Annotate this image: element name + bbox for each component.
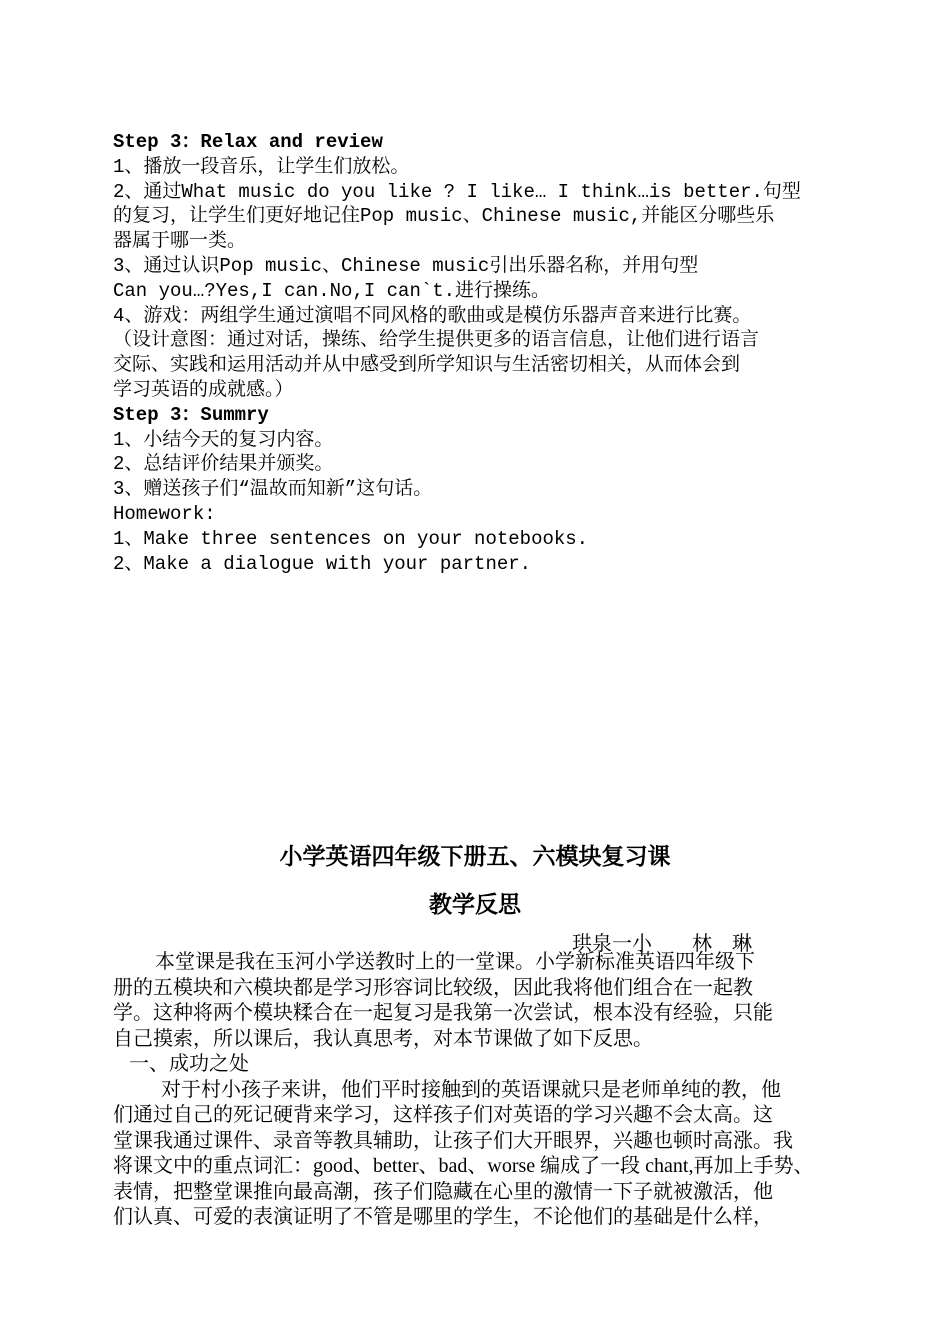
paragraph-line: 本堂课是我在玉河小学送教时上的一堂课。小学新标准英语四年级下 — [155, 951, 755, 973]
author-line: 珙泉一小 林 琳 — [572, 933, 752, 955]
paragraph-line: 堂课我通过课件、录音等教具辅助，让孩子们大开眼界，兴趣也顿时高涨。我 — [113, 1129, 793, 1152]
text-line: 2、总结评价结果并颁奖。 — [113, 453, 334, 476]
text-line: （设计意图：通过对话，操练、给学生提供更多的语言信息，让他们进行语言 — [113, 329, 760, 352]
homework-item: 2、Make a dialogue with your partner. — [113, 552, 532, 575]
text-line: 器属于哪一类。 — [113, 230, 247, 253]
homework-item: 1、Make three sentences on your notebooks. — [113, 527, 589, 550]
reflection-body — [113, 950, 848, 1231]
paragraph-line: 自己摸索，所以课后，我认真思考，对本节课做了如下反思。 — [113, 1027, 653, 1050]
step-heading-summary: Step 3：Summry — [113, 403, 269, 426]
paragraph-line: 学。这种将两个模块糅合在一起复习是我第一次尝试，根本没有经验，只能 — [113, 1002, 773, 1024]
reflection-subtitle: 教学反思 — [429, 892, 521, 918]
paragraph-line: 表情，把整堂课推向最高潮，孩子们隐藏在心里的激情一下子就被激活，他 — [113, 1180, 773, 1203]
paragraph-line: 册的五模块和六模块都是学习形容词比较级，因此我将他们组合在一起教 — [113, 976, 753, 999]
section-heading: 一、成功之处 — [129, 1053, 249, 1075]
paragraph-line: 们通过自己的死记硬背来学习，这样孩子们对英语的学习兴趣不会太高。这 — [113, 1104, 773, 1126]
homework-heading: Homework: — [113, 502, 216, 525]
text-line: 交际、实践和运用活动并从中感受到所学知识与生活密切相关，从而体会到 — [113, 354, 741, 377]
text-line: 4、游戏：两组学生通过演唱不同风格的歌曲或是模仿乐器声音来进行比赛。 — [113, 304, 752, 327]
reflection-title: 小学英语四年级下册五、六模块复习课 — [279, 844, 671, 870]
paragraph-line: 将课文中的重点词汇：good、better、bad、worse 编成了一段 chant,再加上手势、 — [113, 1155, 814, 1177]
text-line: 1、播放一段音乐，让学生们放松。 — [113, 155, 410, 178]
text-line: Can you…?Yes,I can.No,I can`t.进行操练。 — [113, 279, 551, 302]
step-heading-relax: Step 3：Relax and review — [113, 131, 383, 153]
text-line: 2、通过What music do you like ? I like… I think…is better.句型 — [113, 180, 801, 203]
text-line: 的复习，让学生们更好地记住Pop music、Chinese music,并能区分哪些乐 — [113, 205, 775, 228]
text-line: 3、赠送孩子们“温故而知新”这句话。 — [113, 478, 433, 501]
text-line: 3、通过认识Pop music、Chinese music引出乐器名称，并用句型 — [113, 254, 699, 277]
paragraph-line: 对于村小孩子来讲，他们平时接触到的英语课就只是老师单纯的教，他 — [161, 1078, 781, 1101]
text-line: 1、小结今天的复习内容。 — [113, 428, 334, 451]
lesson-steps-section — [113, 130, 843, 576]
text-line: 学习英语的成就感。） — [113, 378, 294, 401]
paragraph-line: 们认真、可爱的表演证明了不管是哪里的学生，不论他们的基础是什么样， — [113, 1206, 773, 1228]
